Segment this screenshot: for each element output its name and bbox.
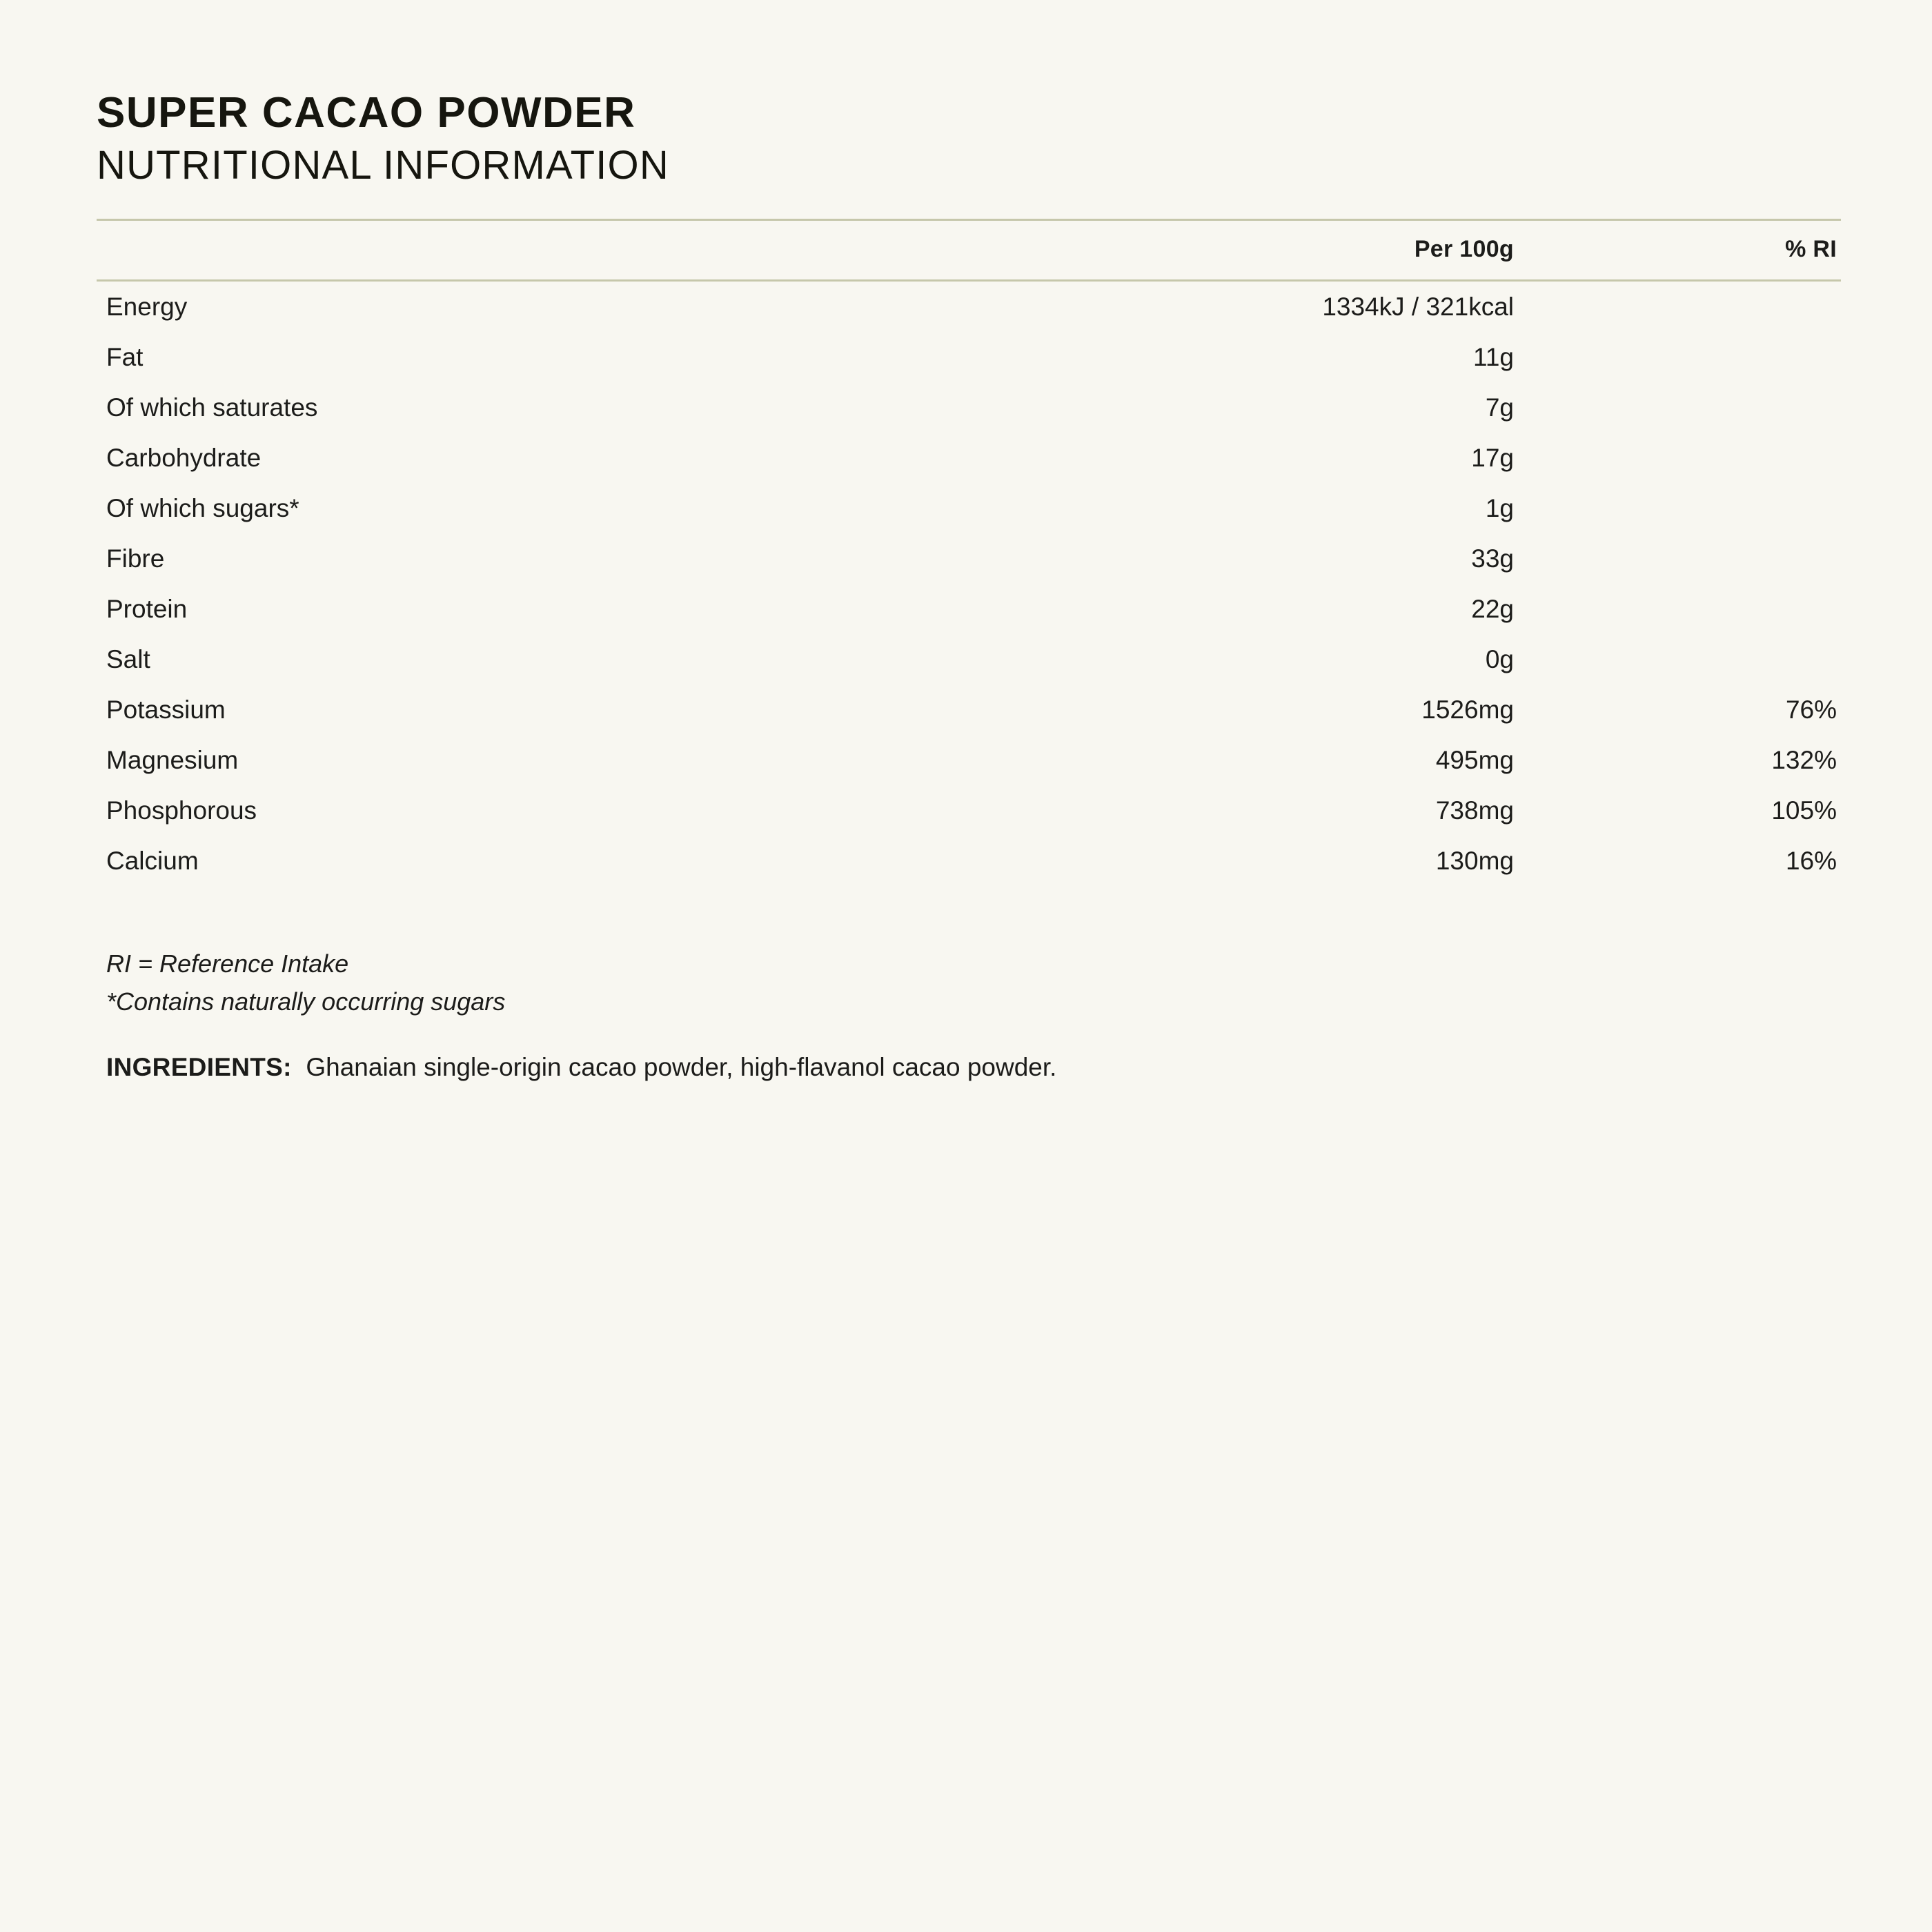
- nutrient-per-100g: 1334kJ / 321kcal: [1322, 292, 1514, 321]
- nutrient-percent-ri: [1518, 433, 1841, 483]
- nutrient-per-100g: 130mg: [1435, 846, 1514, 875]
- nutrient-per-100g: 17g: [1471, 443, 1514, 472]
- nutrient-per-100g: 1526mg: [1421, 695, 1514, 724]
- table-row: [97, 735, 1841, 785]
- nutrient-name: Fat: [106, 342, 144, 371]
- ingredients-line: [97, 1051, 1835, 1084]
- table-row: [97, 634, 1841, 684]
- nutrient-name: Magnesium: [106, 745, 239, 774]
- nutrient-percent-ri: 16%: [1785, 846, 1837, 875]
- nutrition-table: [97, 219, 1841, 886]
- nutrient-percent-ri: 76%: [1785, 695, 1837, 724]
- nutrient-name: Carbohydrate: [106, 443, 262, 472]
- ri-definition: RI = Reference Intake: [106, 949, 349, 978]
- table-row: [97, 483, 1841, 533]
- table-body: [97, 280, 1841, 886]
- table-row: [97, 382, 1841, 433]
- nutrient-name: Calcium: [106, 846, 199, 875]
- ingredients-label: INGREDIENTS: [106, 1053, 284, 1082]
- nutrient-name: Protein: [106, 594, 188, 623]
- column-header-nutrient: [97, 219, 1132, 280]
- table-row: [97, 280, 1841, 332]
- column-header-per-100g: Per 100g: [1132, 219, 1518, 280]
- nutrient-percent-ri: 132%: [1771, 745, 1837, 774]
- nutrient-per-100g: 7g: [1485, 393, 1514, 422]
- nutrient-name: Salt: [106, 644, 150, 673]
- nutrient-percent-ri: [1518, 332, 1841, 382]
- nutrient-per-100g: 22g: [1471, 594, 1514, 623]
- nutrient-name: Of which sugars*: [106, 493, 299, 522]
- table-row: [97, 433, 1841, 483]
- nutrient-name: Of which saturates: [106, 393, 318, 422]
- nutrient-per-100g: 11g: [1473, 342, 1514, 371]
- ingredients-text: Ghanaian single-origin cacao powder, high-flavanol cacao powder.: [306, 1053, 1057, 1082]
- table-row: [97, 836, 1841, 886]
- nutrient-percent-ri: [1518, 382, 1841, 433]
- nutrient-percent-ri: [1518, 483, 1841, 533]
- table-header-row: [97, 219, 1841, 280]
- nutrient-per-100g: 33g: [1471, 544, 1514, 573]
- nutrient-percent-ri: [1518, 533, 1841, 584]
- table-header: [97, 219, 1841, 280]
- table-row: [97, 533, 1841, 584]
- nutrient-per-100g: 495mg: [1435, 745, 1514, 774]
- nutrient-name: Phosphorous: [106, 796, 257, 825]
- page-subtitle: NUTRITIONAL INFORMATION: [97, 143, 669, 188]
- table-row: [97, 684, 1841, 735]
- nutrient-name: Energy: [106, 292, 188, 321]
- footnotes: [97, 945, 1835, 1021]
- nutrient-percent-ri: [1518, 634, 1841, 684]
- ingredients-separator: :: [283, 1053, 292, 1082]
- nutrient-per-100g: 1g: [1485, 493, 1514, 522]
- table-row: [97, 584, 1841, 634]
- nutrient-per-100g: 0g: [1485, 644, 1514, 673]
- nutrient-name: Fibre: [106, 544, 165, 573]
- nutrient-percent-ri: [1518, 584, 1841, 634]
- table-row: [97, 332, 1841, 382]
- sugars-note: *Contains naturally occurring sugars: [106, 987, 506, 1016]
- nutrient-percent-ri: [1518, 280, 1841, 332]
- column-header-percent-ri: % RI: [1518, 219, 1841, 280]
- table-row: [97, 785, 1841, 836]
- nutrient-name: Potassium: [106, 695, 226, 724]
- nutrient-per-100g: 738mg: [1435, 796, 1514, 825]
- nutrient-percent-ri: 105%: [1771, 796, 1837, 825]
- page-title: SUPER CACAO POWDER: [97, 89, 636, 137]
